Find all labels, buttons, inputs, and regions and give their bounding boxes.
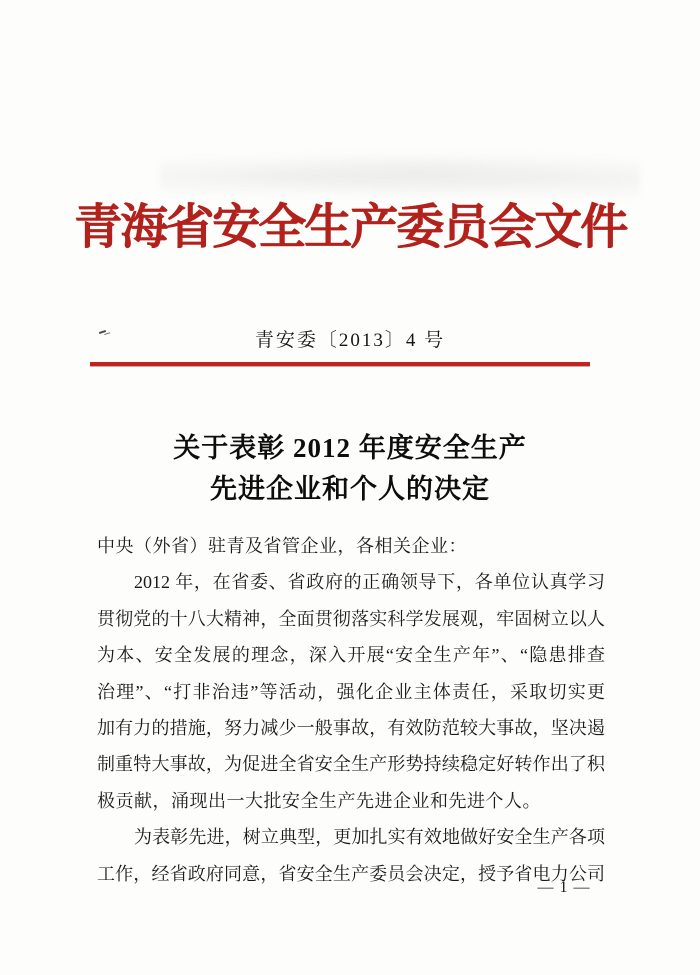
body-line: 加有力的措施，努力减少一般事故，有效防范较大事故，坚决遏: [97, 717, 605, 738]
body-line: 2012 年，在省委、省政府的正确领导下，各单位认真学习: [134, 572, 605, 593]
body-line: 治理”、“打非治违”等活动，强化企业主体责任，采取切实更: [97, 681, 605, 702]
agency-header-title: 青海省安全生产委员会文件: [73, 201, 626, 254]
body-line: 为表彰先进，树立典型，更加扎实有效地做好安全生产各项: [134, 827, 605, 848]
document-number: 青安委〔2013〕4 号: [254, 330, 446, 351]
red-divider-rule: [90, 362, 590, 366]
document-title: [0, 428, 700, 510]
document-title-line1: 关于表彰 2012 年度安全生产: [173, 433, 527, 463]
body-line: 为本、安全发展的理念，深入开展“安全生产年”、“隐患排查: [97, 645, 605, 666]
document-body: [97, 528, 605, 892]
salutation-line: 中央（外省）驻青及省管企业，各相关企业：: [97, 536, 467, 556]
body-line: 制重特大事故，为促进全省安全生产形势持续稳定好转作出了积: [97, 754, 605, 775]
body-line: 工作，经省政府同意，省安全生产委员会决定，授予省电力公司: [97, 863, 605, 884]
document-title-line2: 先进企业和个人的决定: [210, 474, 490, 504]
body-line: 极贡献，涌现出一大批安全生产先进企业和先进个人。: [97, 790, 541, 811]
page-number: — 1 —: [537, 879, 591, 896]
body-line: 贯彻党的十八大精神，全面贯彻落实科学发展观，牢固树立以人: [97, 608, 605, 629]
scan-smudge-artifact: [160, 150, 640, 198]
